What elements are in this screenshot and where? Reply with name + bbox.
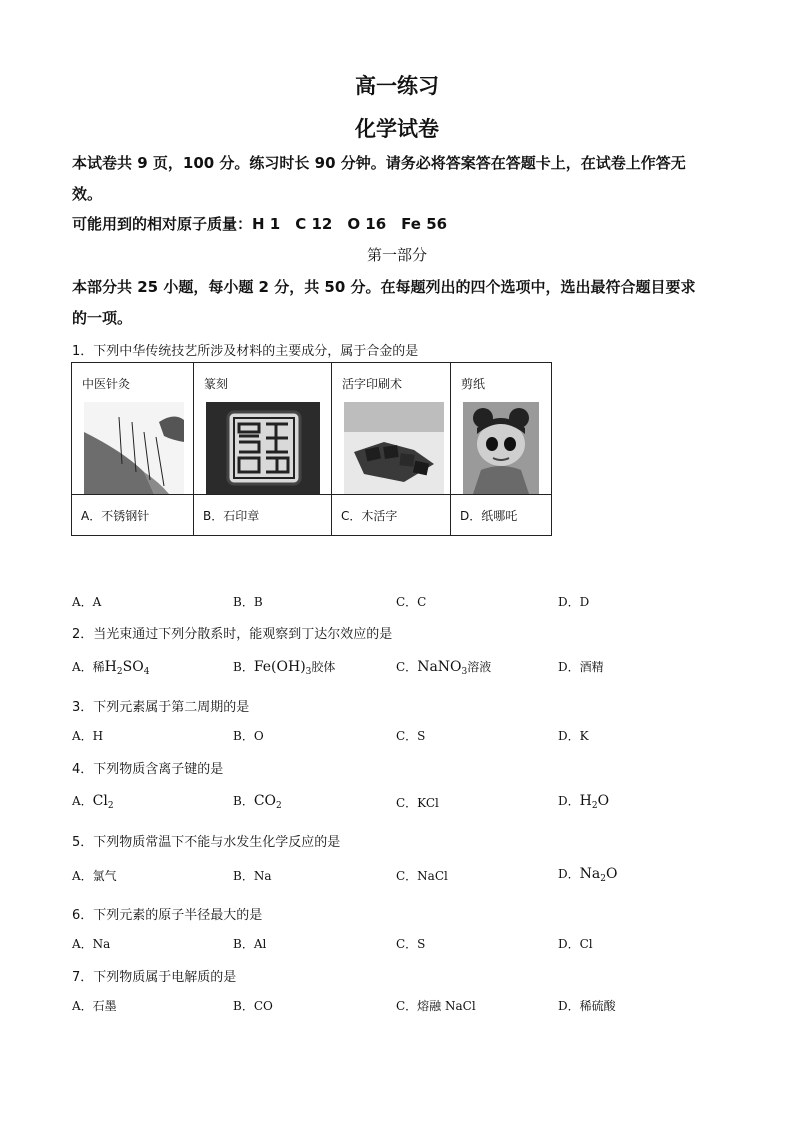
q1-option-b[interactable]: B．B (233, 595, 263, 609)
q3-option-a[interactable]: A．H (72, 729, 104, 743)
question-7-stem: 7．下列物质属于电解质的是 (72, 970, 237, 985)
q5-option-c[interactable]: C．NaCl (396, 869, 448, 883)
q5-option-b[interactable]: B．Na (233, 869, 272, 883)
q7-option-d[interactable]: D．稀硫酸 (558, 999, 616, 1013)
q2-option-c[interactable]: C．NaNO$_3$溶液 (396, 659, 492, 677)
instructions-line-2: 效。 (72, 185, 103, 203)
section-intro-line-2: 的一项。 (72, 309, 133, 327)
q2-option-d[interactable]: D．酒精 (558, 660, 604, 674)
q4-option-c[interactable]: C．KCl (396, 796, 439, 810)
instructions-line-1: 本试卷共 9 页，100 分。练习时长 90 分钟。请务必将答案答在答题卡上，在试卷上作答无 (72, 154, 686, 172)
q6-option-c[interactable]: C．S (396, 937, 426, 951)
q3-option-d[interactable]: D．K (558, 729, 589, 743)
q6-option-d[interactable]: D．Cl (558, 937, 593, 951)
section-intro-line-1: 本部分共 25 小题，每小题 2 分，共 50 分。在每题列出的四个选项中，选出最符合题目要求 (72, 278, 696, 296)
paper-cut-image (463, 402, 539, 494)
table-option-c: C．木活字 (332, 495, 451, 536)
table-option-b: B．石印章 (194, 495, 332, 536)
table-cell-movable-type (332, 363, 451, 495)
q2-option-a[interactable]: A．稀$H_2SO_4$ (72, 659, 150, 677)
seal-image (206, 402, 320, 494)
atomic-masses: 可能用到的相对原子质量：H 1 C 12 O 16 Fe 56 (72, 215, 448, 233)
question-2-stem: 2．当光束通过下列分散系时，能观察到丁达尔效应的是 (72, 627, 393, 642)
table-cell-seal (194, 363, 332, 495)
question-6-stem: 6．下列元素的原子半径最大的是 (72, 908, 263, 923)
q3-option-c[interactable]: C．S (396, 729, 426, 743)
craft-label: 活字印刷术 (342, 377, 403, 391)
table-cell-paper-cut (451, 363, 552, 495)
movable-type-image (344, 402, 444, 494)
q1-option-d[interactable]: D．D (558, 595, 590, 609)
q1-option-a[interactable]: A．A (72, 595, 102, 609)
q1-option-c[interactable]: C．C (396, 595, 427, 609)
q4-option-b[interactable]: B．$CO_2$ (233, 793, 282, 811)
q5-option-a[interactable]: A．氯气 (72, 869, 117, 883)
q4-option-d[interactable]: D．$H_2O$ (558, 793, 610, 811)
question-3-stem: 3．下列元素属于第二周期的是 (72, 700, 250, 715)
page-title: 高一练习 (355, 73, 439, 98)
craft-label: 剪纸 (461, 377, 486, 391)
acupuncture-image (84, 402, 184, 494)
q5-option-d[interactable]: D．$Na_2O$ (558, 866, 618, 884)
craft-label: 篆刻 (204, 377, 229, 391)
q6-option-a[interactable]: A．Na (72, 937, 111, 951)
question-1-stem: 1．下列中华传统技艺所涉及材料的主要成分，属于合金的是 (72, 344, 419, 359)
q7-option-a[interactable]: A．石墨 (72, 999, 117, 1013)
q2-option-b[interactable]: B．$Fe(OH)_3$胶体 (233, 659, 336, 677)
question-5-stem: 5．下列物质常温下不能与水发生化学反应的是 (72, 835, 341, 850)
question-4-stem: 4．下列物质含离子键的是 (72, 762, 224, 777)
q7-option-b[interactable]: B．CO (233, 999, 273, 1013)
craft-label: 中医针灸 (82, 377, 131, 391)
section-heading: 第一部分 (366, 246, 427, 264)
table-option-d: D．纸哪吒 (451, 495, 552, 536)
q6-option-b[interactable]: B．Al (233, 937, 267, 951)
q3-option-b[interactable]: B．O (233, 729, 264, 743)
q4-option-a[interactable]: A．$Cl_2$ (72, 793, 114, 811)
table-option-a: A．不锈钢针 (72, 495, 194, 536)
q7-option-c[interactable]: C．熔融 NaCl (396, 999, 476, 1013)
page-subtitle: 化学试卷 (355, 116, 439, 141)
table-cell-acupuncture (72, 363, 194, 495)
question-1-table (71, 362, 552, 536)
